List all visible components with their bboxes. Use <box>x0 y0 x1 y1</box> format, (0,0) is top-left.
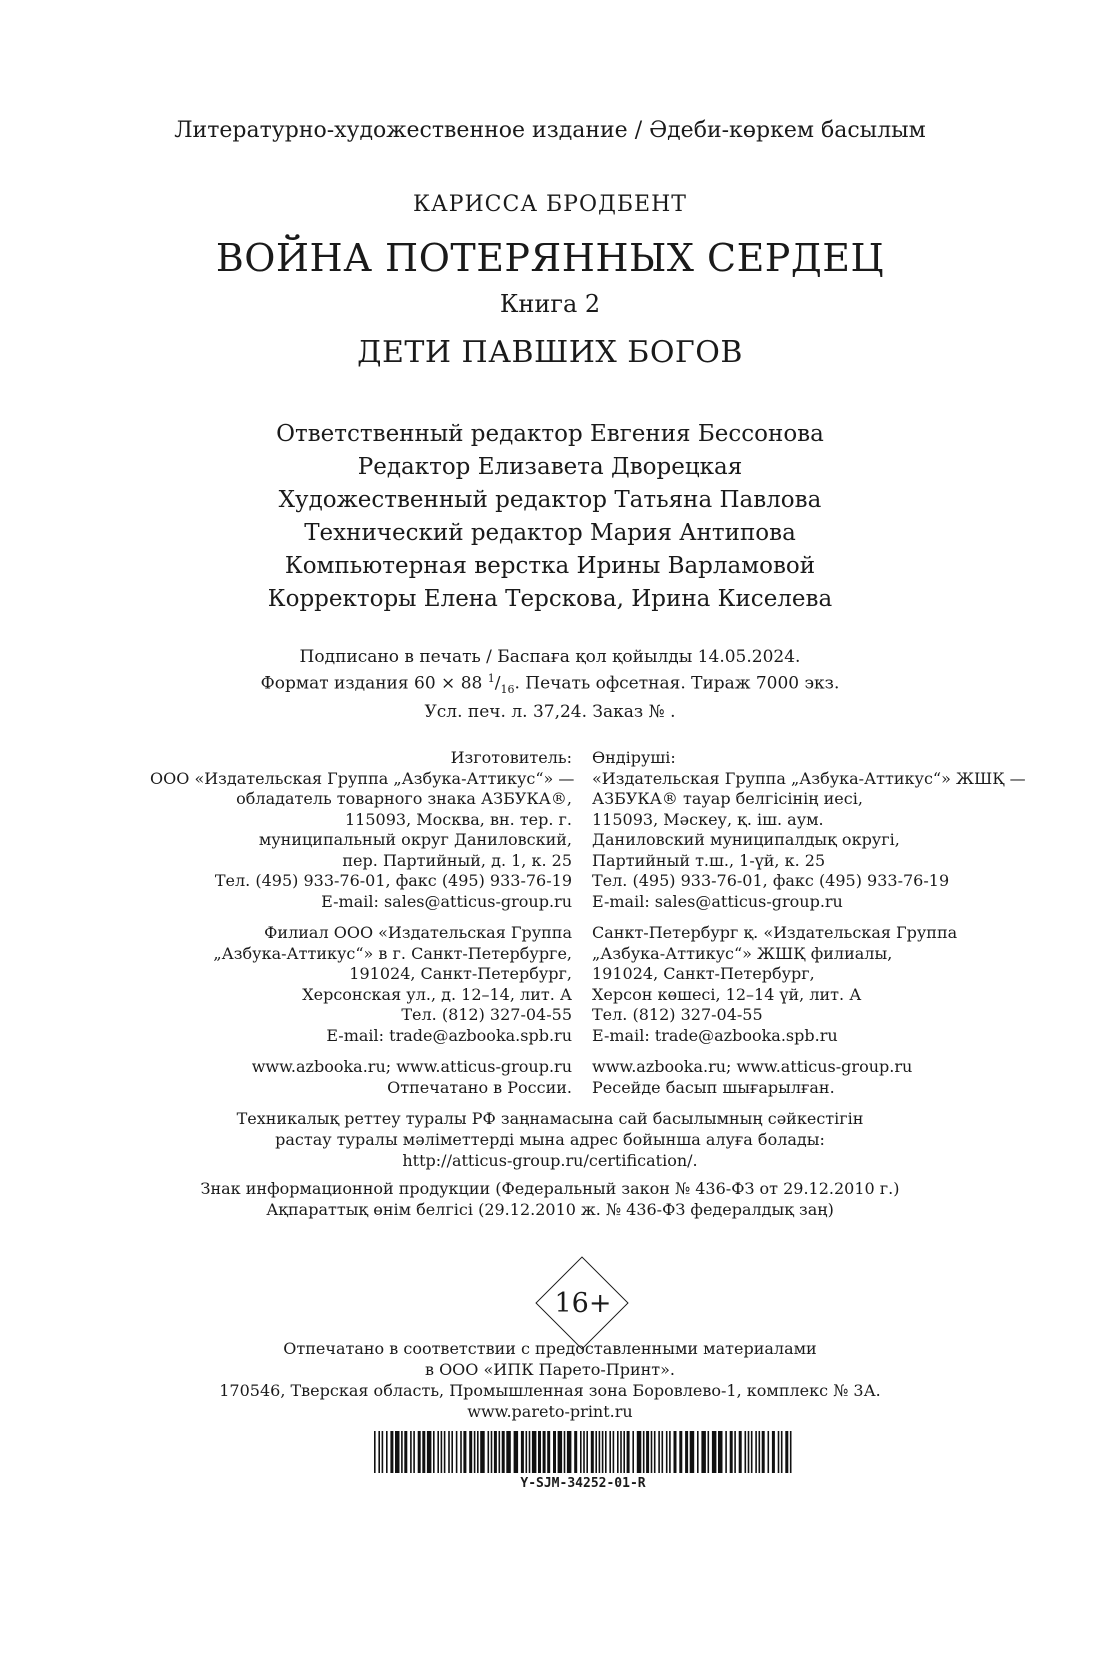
spb-office-ru <box>150 923 572 1046</box>
address-line: 115093, Мәскеу, қ. іш. аум. <box>592 809 824 829</box>
moscow-office-kz <box>592 748 1026 912</box>
law-line: Знак информационной продукции (Федеральный закон № 436-ФЗ от 29.12.2010 г.) <box>200 1179 900 1198</box>
address-line: Херсонская ул., д. 12–14, лит. А <box>302 984 572 1004</box>
address-line: „Азбука-Аттикус“» в г. Санкт-Петербурге, <box>213 943 572 963</box>
law-line: Ақпараттық өнім белгісі (29.12.2010 ж. № 436-ФЗ федералдық заң) <box>266 1200 834 1219</box>
address-line: ООО «Издательская Группа „Азбука-Аттикус“» — <box>150 768 575 788</box>
printer-line: Отпечатано в соответствии с предоставленными материалами <box>283 1339 817 1358</box>
address-line: 191024, Санкт-Петербург, <box>592 964 815 983</box>
imprint-type: Литературно-художественное издание / Әдеби-көркем басылым <box>174 118 926 143</box>
cert-url: http://atticus-group.ru/certification/. <box>402 1151 698 1170</box>
staff-line: Редактор Елизавета Дворецкая <box>357 454 743 480</box>
format-slash: / <box>494 673 501 694</box>
information-product-law <box>0 1178 1100 1220</box>
series-title: ВОЙНА ПОТЕРЯННЫХ СЕРДЕЦ <box>215 236 885 280</box>
web-kz <box>592 1057 1012 1098</box>
staff-line: Ответственный редактор Евгения Бессонова <box>276 421 824 447</box>
address-line: Даниловский муниципалдық округі, <box>592 830 900 849</box>
address-line: «Издательская Группа „Азбука-Аттикус“» ЖШҚ — <box>592 768 1026 788</box>
format-suffix: . Печать офсетная. Тираж 7000 экз. <box>514 673 840 694</box>
address-line: Херсон көшесі, 12–14 үй, лит. А <box>592 984 862 1004</box>
spb-office-kz <box>592 923 1012 1046</box>
address-line: www.azbooka.ru; www.atticus-group.ru <box>251 1057 572 1076</box>
manufacturer-kazakh <box>592 748 1026 1109</box>
address-line: Тел. (812) 327-04-55 <box>401 1005 572 1024</box>
address-line: Тел. (812) 327-04-55 <box>592 1005 763 1024</box>
book-title: ДЕТИ ПАВШИХ БОГОВ <box>357 335 743 370</box>
address-line: E-mail: sales@atticus-group.ru <box>592 891 843 911</box>
editorial-staff <box>0 418 1100 616</box>
address-line: АЗБУКА® тауар белгісінің иесі, <box>592 789 863 808</box>
address-line: Отпечатано в России. <box>387 1077 572 1097</box>
order-info: Усл. печ. л. 37,24. Заказ № . <box>424 702 676 723</box>
address-line: пер. Партийный, д. 1, к. 25 <box>342 850 572 870</box>
address-line: 191024, Санкт-Петербург, <box>349 964 572 983</box>
address-line: Филиал ООО «Издательская Группа <box>264 923 572 942</box>
print-info <box>0 646 1100 723</box>
address-line: E-mail: trade@azbooka.spb.ru <box>592 1025 838 1045</box>
staff-line: Художественный редактор Татьяна Павлова <box>278 487 822 513</box>
barcode-icon <box>372 1431 794 1473</box>
age-rating: 16+ <box>554 1288 612 1319</box>
printer-info <box>0 1338 1100 1422</box>
address-line: 115093, Москва, вн. тер. г. <box>345 809 572 829</box>
printer-url: www.pareto-print.ru <box>467 1402 633 1421</box>
edition-format <box>0 668 1100 701</box>
address-line: E-mail: sales@atticus-group.ru <box>321 891 572 911</box>
address-line: Тел. (495) 933-76-01, факс (495) 933-76-19 <box>592 871 950 890</box>
book-number: Книга 2 <box>499 290 601 318</box>
address-line: муниципальный округ Даниловский, <box>258 830 572 849</box>
address-line: Изготовитель: <box>450 748 572 767</box>
address-line: Өндіруші: <box>592 748 676 767</box>
author-name: КАРИССА БРОДБЕНТ <box>413 192 687 217</box>
address-line: обладатель товарного знака АЗБУКА®, <box>236 789 572 808</box>
printer-line: в ООО «ИПК Парето-Принт». <box>424 1360 676 1379</box>
manufacturer-russian <box>150 748 575 1109</box>
address-line: Ресейде басып шығарылған. <box>592 1077 835 1097</box>
web-ru <box>150 1057 572 1098</box>
address-line: www.azbooka.ru; www.atticus-group.ru <box>592 1057 913 1076</box>
address-line: „Азбука-Аттикус“» ЖШҚ филиалы, <box>592 943 893 963</box>
staff-line: Корректоры Елена Терскова, Ирина Киселева <box>267 586 833 612</box>
address-line: Партийный т.ш., 1-үй, к. 25 <box>592 850 826 870</box>
address-line: Тел. (495) 933-76-01, факс (495) 933-76-19 <box>214 871 572 890</box>
format-denominator: 16 <box>500 683 515 697</box>
format-numerator: 1 <box>487 672 495 685</box>
certification-note <box>0 1108 1100 1171</box>
barcode-code: Y-SJM-34252-01-R <box>520 1476 646 1491</box>
printer-line: 170546, Тверская область, Промышленная зона Боровлево-1, комплекс № 3А. <box>219 1381 881 1400</box>
staff-line: Технический редактор Мария Антипова <box>304 520 796 546</box>
address-line: Санкт-Петербург қ. «Издательская Группа <box>592 923 958 942</box>
cert-line: растау туралы мәліметтерді мына адрес бойынша алуға болады: <box>275 1130 825 1149</box>
cert-line: Техникалық реттеу туралы РФ заңнамасына сай басылымның сәйкестігін <box>236 1109 864 1128</box>
format-prefix: Формат издания 60 × 88 <box>260 673 488 694</box>
staff-line: Компьютерная верстка Ирины Варламовой <box>284 553 816 579</box>
address-line: E-mail: trade@azbooka.spb.ru <box>326 1025 572 1045</box>
moscow-office-ru <box>150 748 575 912</box>
signed-to-print: Подписано в печать / Баспаға қол қойылды 14.05.2024. <box>299 647 801 667</box>
